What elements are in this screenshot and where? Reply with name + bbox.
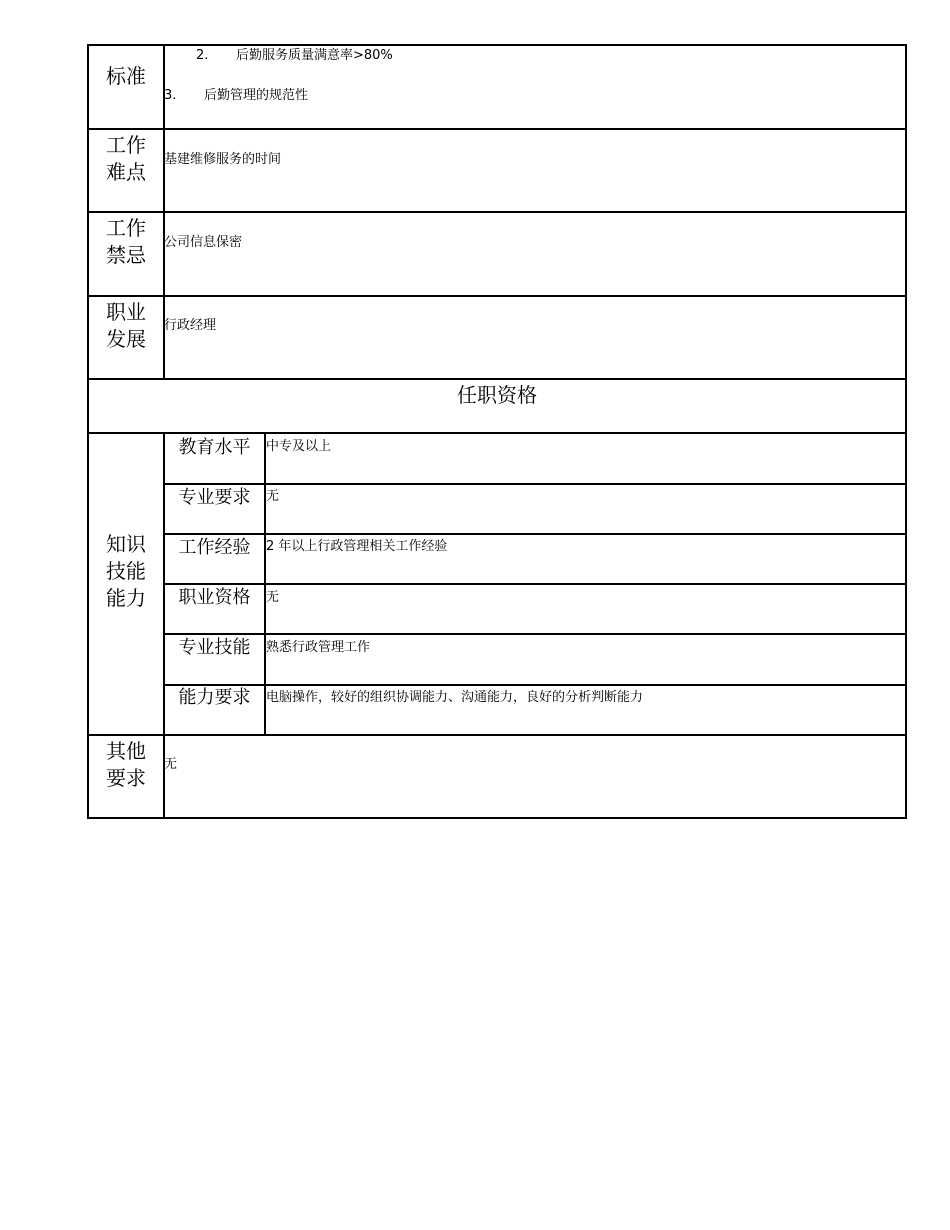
row-label-skills	[89, 531, 163, 612]
row-divider	[87, 295, 907, 297]
label-line: 技能	[106, 559, 146, 583]
work-taboo-value: 公司信息保密	[164, 235, 243, 250]
label-line: 工作	[106, 133, 146, 157]
skill-value-ability: 电脑操作，较好的组织协调能力、沟通能力，良好的分析判断能力	[266, 690, 644, 705]
skills-row-divider	[164, 633, 907, 635]
row-divider	[87, 128, 907, 130]
work-difficulty-value: 基建维修服务的时间	[164, 152, 282, 167]
row-divider	[87, 211, 907, 213]
section-title: 任职资格	[457, 383, 537, 407]
skill-name-experience: 工作经验	[178, 537, 251, 558]
standard-item-text: 后勤管理的规范性	[204, 88, 309, 103]
row-divider	[87, 734, 907, 736]
skill-value-experience: 2 年以上行政管理相关工作经验	[266, 539, 448, 554]
label-line: 工作	[106, 216, 146, 240]
skill-name-education: 教育水平	[178, 437, 251, 458]
skills-row-divider	[164, 483, 907, 485]
row-label-work-taboo	[89, 215, 163, 269]
row-divider	[87, 432, 907, 434]
label-line: 发展	[106, 327, 146, 351]
skill-name-major: 专业要求	[178, 487, 251, 508]
skills-row-divider	[164, 583, 907, 585]
standard-item-text: 后勤服务质量满意率>80%	[236, 48, 393, 63]
label-line: 其他	[106, 739, 146, 763]
standard-item-number: 2.	[196, 48, 209, 63]
label-line: 能力	[106, 586, 146, 610]
skill-value-major: 无	[266, 489, 280, 504]
job-description-table	[87, 44, 907, 819]
skill-value-qualification: 无	[266, 590, 280, 605]
row-label-career-development	[89, 299, 163, 353]
label-line: 知识	[106, 532, 146, 556]
skill-value-education: 中专及以上	[266, 439, 332, 454]
other-requirements-value: 无	[164, 757, 178, 772]
label-line: 难点	[106, 160, 146, 184]
label-line: 禁忌	[106, 243, 146, 267]
label-line: 职业	[106, 300, 146, 324]
row-label-standard: 标准	[106, 64, 146, 88]
skills-row-divider	[164, 684, 907, 686]
skill-value-professional-skill: 熟悉行政管理工作	[266, 640, 371, 655]
skill-name-ability: 能力要求	[178, 687, 251, 708]
career-development-value: 行政经理	[164, 318, 217, 333]
row-divider	[87, 378, 907, 380]
skills-row-divider	[164, 533, 907, 535]
label-line: 要求	[106, 766, 146, 790]
table-border-top	[87, 44, 907, 46]
skill-name-qualification: 职业资格	[178, 587, 251, 608]
skill-name-professional-skill: 专业技能	[178, 637, 251, 658]
table-border-bottom	[87, 817, 907, 819]
row-label-other-requirements	[89, 738, 163, 792]
standard-item-number: 3.	[164, 88, 177, 103]
row-label-work-difficulty	[89, 132, 163, 186]
